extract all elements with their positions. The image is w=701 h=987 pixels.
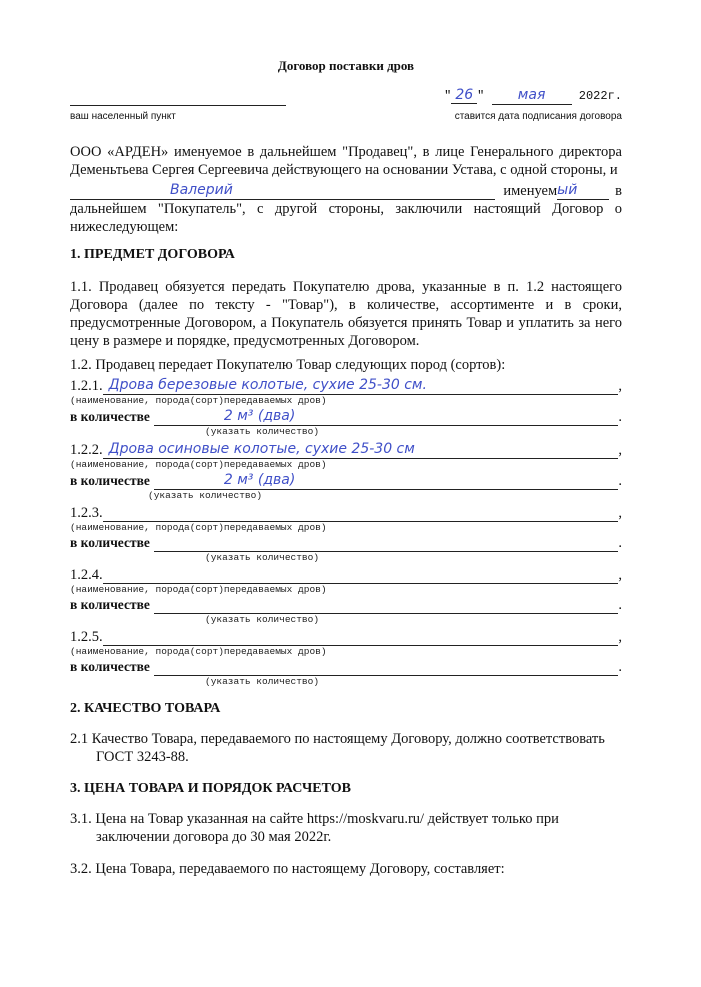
item-qty: 2 м³ (два) [154,471,619,490]
item-name-row [70,440,622,459]
section-3-heading: 3. ЦЕНА ТОВАРА И ПОРЯДОК РАСЧЕТОВ [70,781,351,796]
section-1-1: 1.1. Продавец обязуется передать Покупателю дрова, указанные в п. 1.2 настоящего Договора (далее по тексту - "Товар"), в количестве, ассортименте и в сроки, предусмотренные Договором, а Покупатель обязуется принять Товар и уплатить за него цену в размере и порядке, предусмотренных Договором. [70,279,622,349]
item-qty-row [70,658,622,676]
qty-label: в количестве [70,597,150,612]
section-2-1-gost: ГОСТ 3243-88. [96,749,189,765]
qty-label: в количестве [70,535,150,550]
document [70,58,622,878]
place-block [70,86,286,123]
intro-paragraph-2: дальнейшем "Покупатель", с другой стороны, заключили настоящий Договор о нижеследующем: [70,201,622,235]
section-3-1: 3.1. Цена на Товар указанная на сайте https://moskvaru.ru/ действует только при [70,811,559,827]
qty-caption: (указать количество) [205,426,320,437]
item-number: 1.2.1. [70,378,103,394]
document-title: Договор поставки дров [277,58,415,73]
item-name: Дрова березовые колотые, сухие 25-30 см. [103,376,619,395]
item [70,566,622,626]
name-caption: (наименование, порода(сорт)передаваемых дров) [70,459,327,470]
item-qty-row [70,596,622,614]
qty-label: в количестве [70,659,150,674]
comma: , [618,505,622,521]
item [70,376,622,438]
item-qty-row [70,471,622,490]
qty-caption: (указать количество) [205,552,320,563]
period: . [618,597,622,613]
items-list [70,376,622,688]
item [70,628,622,688]
buyer-name: Валерий [70,181,495,200]
qty-caption: (указать количество) [205,676,320,687]
item-qty-row [70,534,622,552]
section-3-1-cont: заключении договора до 30 мая 2022г. [96,829,332,845]
comma: , [618,378,622,394]
date-caption: ставится дата подписания договора [454,111,622,122]
period: . [618,535,622,551]
qty-caption: (указать количество) [148,490,263,501]
period: . [618,409,622,425]
item-number: 1.2.3. [70,505,103,521]
qty-caption: (указать количество) [205,614,320,625]
item-name: Дрова осиновые колотые, сухие 25-30 см [103,440,619,459]
date-year: 2022г. [578,89,622,103]
item-number: 1.2.4. [70,567,103,583]
item-name-row [70,628,622,646]
name-caption: (наименование, порода(сорт)передаваемых дров) [70,646,327,657]
intro-paragraph: ООО «АРДЕН» именуемое в дальнейшем "Продавец", в лице Генерального директора Деменьтьева Сергея Сергеевича действующего на основании Устава, с одной стороны, и [70,144,622,178]
item-qty-row [70,407,622,426]
date-field: " 26 " мая 2022г. [444,87,622,103]
section-2-heading: 2. КАЧЕСТВО ТОВАРА [70,701,221,716]
section-1-heading: 1. ПРЕДМЕТ ДОГОВОРА [70,247,235,262]
name-caption: (наименование, порода(сорт)передаваемых дров) [70,395,327,406]
buyer-v: в [615,183,622,199]
qty-label: в количестве [70,473,150,488]
place-line [70,86,286,106]
buyer-suffix-handwritten: ый [557,181,609,200]
item [70,440,622,502]
item-name-row [70,504,622,522]
header-row [70,86,622,123]
comma: , [618,629,622,645]
item [70,504,622,564]
item-name-row [70,566,622,584]
period: . [618,473,622,489]
name-caption: (наименование, порода(сорт)передаваемых дров) [70,522,327,533]
date-month: мая [492,86,572,105]
comma: , [618,567,622,583]
comma: , [618,442,622,458]
period: . [618,659,622,675]
section-1-2: 1.2. Продавец передает Покупателю Товар следующих пород (сортов): [70,357,506,373]
name-caption: (наименование, порода(сорт)передаваемых дров) [70,584,327,595]
place-caption: ваш населенный пункт [70,111,176,122]
section-3-2: 3.2. Цена Товара, передаваемого по настоящему Договору, составляет: [70,861,505,877]
buyer-row [70,181,622,200]
item-number: 1.2.2. [70,442,103,458]
item-qty: 2 м³ (два) [154,407,619,426]
date-day: 26 [451,87,477,104]
section-2-1: 2.1 Качество Товара, передаваемого по настоящему Договору, должно соответствовать [70,731,605,747]
qty-label: в количестве [70,409,150,424]
item-number: 1.2.5. [70,629,103,645]
date-block [444,86,622,123]
buyer-suffix-label: именуем [503,183,558,199]
item-name-row [70,376,622,395]
